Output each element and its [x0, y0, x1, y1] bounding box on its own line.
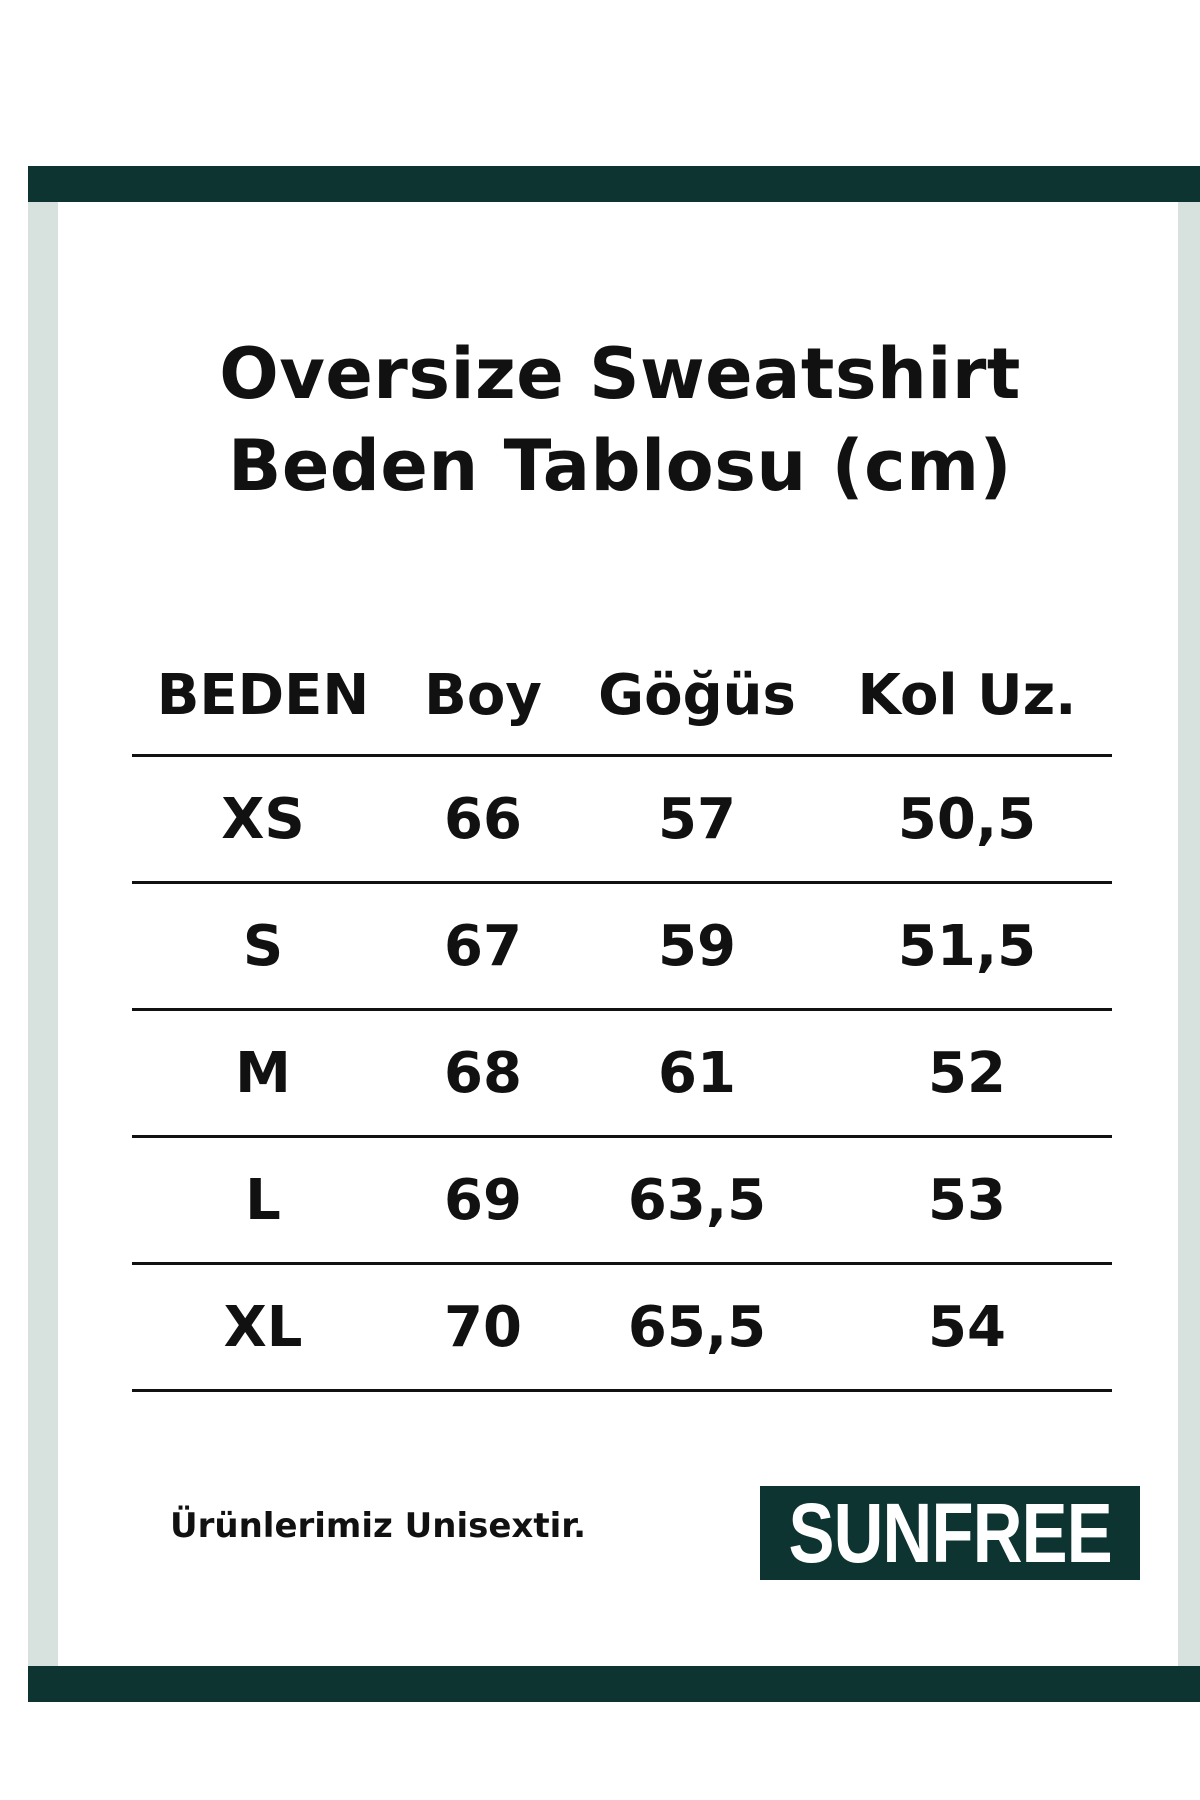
header-kol-uz: Kol Uz.: [857, 662, 1077, 728]
table-row: [132, 884, 1112, 1011]
header-beden: BEDEN: [156, 662, 370, 728]
table-header-row: [132, 636, 1112, 757]
table-row: [132, 757, 1112, 884]
size-cell: S: [242, 913, 284, 979]
kol-cell: 53: [928, 1167, 1006, 1233]
boy-cell: 67: [444, 913, 522, 979]
boy-cell: 70: [444, 1294, 522, 1360]
brand-logo-text: SUNFREE: [788, 1485, 1112, 1580]
kol-cell: 51,5: [897, 913, 1037, 979]
boy-cell: 69: [444, 1167, 522, 1233]
gogus-cell: 61: [658, 1040, 736, 1106]
brand-logo: [760, 1486, 1140, 1580]
size-cell: XL: [223, 1294, 303, 1360]
kol-cell: 54: [928, 1294, 1006, 1360]
boy-cell: 68: [444, 1040, 522, 1106]
boy-cell: 66: [444, 786, 522, 852]
frame-top-bar: [28, 166, 1200, 202]
unisex-note: Ürünlerimiz Unisextir.: [170, 1506, 587, 1546]
size-cell: M: [235, 1040, 291, 1106]
page-title-line2: Beden Tablosu (cm): [227, 425, 1013, 507]
table-row: [132, 1011, 1112, 1138]
header-gogus: Göğüs: [598, 662, 796, 728]
gogus-cell: 59: [658, 913, 736, 979]
frame-bottom-bar: [28, 1666, 1200, 1702]
header-boy: Boy: [424, 662, 542, 728]
gogus-cell: 63,5: [627, 1167, 767, 1233]
gogus-cell: 65,5: [627, 1294, 767, 1360]
page-title-line1: Oversize Sweatshirt: [219, 333, 1021, 415]
table-row: [132, 1265, 1112, 1392]
size-cell: XS: [221, 786, 305, 852]
size-table: [132, 636, 1112, 1392]
table-row: [132, 1138, 1112, 1265]
kol-cell: 50,5: [897, 786, 1037, 852]
kol-cell: 52: [928, 1040, 1006, 1106]
size-cell: L: [245, 1167, 281, 1233]
gogus-cell: 57: [658, 786, 736, 852]
